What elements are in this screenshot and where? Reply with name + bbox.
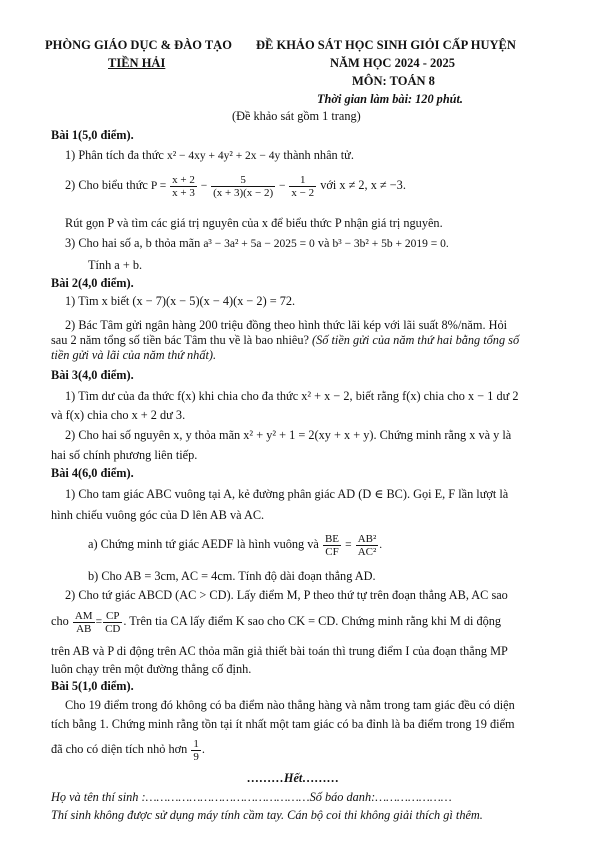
department-name: PHÒNG GIÁO DỤC & ĐÀO TẠO	[45, 38, 232, 52]
bai2-q1: 1) Tìm x biết (x − 7)(x − 5)(x − 4)(x − 2) = 72.	[65, 294, 296, 308]
bai4-q2-line1: 2) Cho tứ giác ABCD (AC > CD). Lấy điểm M, P theo thứ tự trên đoạn thẳng AB, AC sao	[65, 588, 508, 602]
end-marker: ………Hết………	[247, 771, 340, 785]
duration: Thời gian làm bài: 120 phút.	[317, 92, 463, 106]
bai4-q2-line2: cho $\frac{AM}{AB}$ = $\frac{CP}{CD}$ . Trên tia CA lấy điểm K sao cho CK = CD. Chứng minh rằng khi M di động	[51, 609, 502, 635]
bai3-q2-line1: 2) Cho hai số nguyên x, y thỏa mãn x² + y² + 1 = 2(xy + x + y). Chứng minh rằng x và y là	[65, 428, 512, 442]
bai2-q2-line2: sau 2 năm tổng số tiền bác Tâm thu về là bao nhiêu? (Số tiền gửi của năm thứ hai bằng tổng số	[51, 333, 520, 347]
bai5-line2: tích bằng 1. Chứng minh rằng tồn tại ít nhất một tam giác có ba đỉnh là ba điểm trong 19 điểm	[51, 717, 515, 731]
bai1-q1-tail: thành nhân tử.	[283, 148, 354, 162]
pages-note: (Đề khảo sát gồm 1 trang)	[232, 109, 361, 123]
bai5-line1: Cho 19 điểm trong đó không có ba điểm nào thẳng hàng và nằm trong tam giác đều có diện	[65, 698, 515, 712]
bai3-q1-line2: và f(x) chia cho x + 2 dư 3.	[51, 408, 186, 422]
bai4-qb: b) Cho AB = 3cm, AC = 4cm. Tính độ dài đoạn thẳng AD.	[88, 569, 376, 583]
bai1-q3: 3) Cho hai số a, b thỏa mãn a³ − 3a² + 5a − 2025 = 0 và b³ − 3b² + 5b + 2019 = 0.	[65, 236, 449, 250]
bai1-title: Bài 1(5,0 điểm).	[51, 128, 134, 142]
bai1-q1-text: 1) Phân tích đa thức	[65, 148, 164, 162]
bai3-q2-line2: hai số chính phương liên tiếp.	[51, 448, 198, 462]
bai4-q2-line3: trên AB và P di động trên AC thỏa mãn giả thiết bài toán thì trung điểm I của đoạn thẳng MP	[51, 644, 508, 658]
bai2-q2-line1: 2) Bác Tâm gửi ngân hàng 200 triệu đồng theo hình thức lãi kép với lãi suất 8%/năm. Hỏi	[65, 318, 508, 332]
bai1-q1-expr: x² − 4xy + 4y² + 2x − 4y	[166, 150, 281, 162]
bai3-q1-line1: 1) Tìm dư của đa thức f(x) khi chia cho đa thức x² + x − 2, biết rằng f(x) chia cho x − 1 dư 2	[65, 389, 519, 403]
district-name: TIỀN HẢI	[108, 56, 166, 70]
exam-title: ĐỀ KHẢO SÁT HỌC SINH GIỎI CẤP HUYỆN	[256, 38, 516, 52]
bai2-q2-line3: tiền gửi và lãi của năm thứ nhất).	[51, 348, 217, 362]
subject: MÔN: TOÁN 8	[352, 74, 435, 88]
bai4-q2-line4: luôn chạy trên một đường thẳng cố định.	[51, 662, 252, 676]
bai1-q1	[65, 148, 354, 164]
bai4-qa: a) Chứng minh tứ giác AEDF là hình vuông và $\frac{BE}{CF}$ = $\frac{\text{AB²}}{\text{AC²}}$ .	[88, 532, 383, 558]
bai1-q2-cond: với x ≠ 2, x ≠ −3.	[320, 178, 406, 192]
bai3-title: Bài 3(4,0 điểm).	[51, 368, 134, 382]
bai1-q3-task: Tính a + b.	[88, 258, 143, 272]
school-year: NĂM HỌC 2024 - 2025	[330, 56, 455, 70]
bai1-q2-text: 2) Cho biểu thức	[65, 178, 148, 192]
bai5-line3: đã cho có diện tích nhỏ hơn $\frac{1}{9}$ .	[51, 737, 205, 763]
bai4-q1-line1: 1) Cho tam giác ABC vuông tại A, kẻ đường phân giác AD (D ∈ BC). Gọi E, F lần lượt là	[65, 487, 509, 501]
bai2-title: Bài 2(4,0 điểm).	[51, 276, 134, 290]
bai4-q1-line2: hình chiếu vuông góc của D lên AB và AC.	[51, 508, 265, 522]
bai1-q2: 2) Cho biểu thức P = $\frac{x + 2}{x + 3}$ − $\frac{5}{(x + 3)(x - 2)}$ − $\frac{1}{x - 2}$ với x ≠ 2, x ≠ −3.	[65, 173, 406, 199]
bai1-q2-task: Rút gọn P và tìm các giá trị nguyên của x để biểu thức P nhận giá trị nguyên.	[65, 216, 443, 230]
candidate-line: Họ và tên thí sinh :………………………………………Số báo danh:…………………	[51, 790, 452, 804]
footer-note: Thí sinh không được sử dụng máy tính cầm tay. Cán bộ coi thi không giải thích gì thêm.	[51, 808, 483, 822]
bai5-title: Bài 5(1,0 điểm).	[51, 679, 134, 693]
bai4-title: Bài 4(6,0 điểm).	[51, 466, 134, 480]
